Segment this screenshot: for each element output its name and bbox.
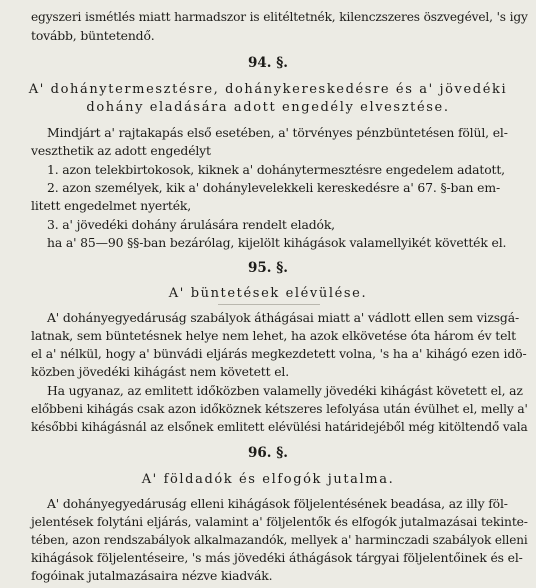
text-line: A' dohányegyedáruság szabályok áthágásai miatt a' vádlott ellen sem vizsgá- (47, 310, 519, 325)
text-line: veszthetik az adott engedélyt (31, 143, 211, 158)
section-heading-94-line2: dohány eladására adott engedély elvesztése. (86, 100, 450, 115)
text-line: későbbi kihágásnál az elsőnek emlitett elévülési határidejéből még kitöltendő vala (31, 419, 528, 434)
text-line: ha a' 85—90 §§-ban bezárólag, kijelölt kihágások valamellyikét követték el. (47, 235, 507, 250)
text-line: Mindjárt a' rajtakapás első esetében, a' törvényes pénzbüntetésen fölül, el- (47, 125, 508, 140)
heading-underline (218, 304, 320, 305)
list-item: 3. a' jövedéki dohány árulására rendelt eladók, (47, 217, 335, 232)
text-line: kihágások följelentéseire, 's más jövedéki áthágások tárgyai följelentőinek és el- (31, 550, 523, 565)
text-line: A' dohányegyedáruság elleni kihágások följelentésének beadása, az illy föl- (47, 496, 508, 511)
text-line: közben jövedéki kihágást nem követett el. (31, 364, 290, 379)
text-line: latnak, sem büntetésnek helye nem lehet, ha azok elkövetése óta három év telt (31, 328, 516, 343)
text-line: el a' nélkül, hogy a' bünvádi eljárás megkezdetett volna, 's ha a' kihágó ezen idö- (31, 346, 527, 361)
text-line: jelentések folytáni eljárás, valamint a' följelentők és elfogók jutalmazásai tekinte- (31, 514, 528, 529)
list-item: 1. azon telekbirtokosok, kiknek a' dohánytermesztésre engedelem adatott, (47, 162, 505, 177)
section-heading-95: A' büntetések elévülése. (168, 286, 368, 301)
section-heading-96: A' földadók és elfogók jutalma. (141, 472, 395, 487)
text-line: litett engedelmet nyerték, (31, 198, 192, 213)
list-item: 2. azon személyek, kik a' dohánylevelekkeli kereskedésre a' 67. §-ban em- (47, 180, 500, 195)
section-number-94: 94. §. (248, 55, 288, 71)
text-line: egyszeri ismétlés miatt harmadszor is elitéltetnék, kilenczszeres öszvegével, 's igy (31, 9, 528, 24)
text-line: tovább, büntetendő. (31, 28, 155, 43)
text-line: Ha ugyanaz, az emlitett időközben valamelly jövedéki kihágást követett el, az (47, 383, 523, 398)
section-heading-94-line1: A' dohánytermesztésre, dohánykereskedésre és a' jövedéki (28, 82, 508, 97)
text-line: tében, azon rendszabályok alkalmazandók, mellyek a' harminczadi szabályok elleni (31, 532, 528, 547)
text-line: előbbeni kihágás csak azon időköznek kétszeres lefolyása után évülhet el, melly a' (31, 401, 528, 416)
section-number-96: 96. §. (248, 445, 288, 461)
text-line: fogóinak jutalmazásaira nézve kiadvák. (31, 568, 273, 583)
section-number-95: 95. §. (248, 260, 288, 276)
